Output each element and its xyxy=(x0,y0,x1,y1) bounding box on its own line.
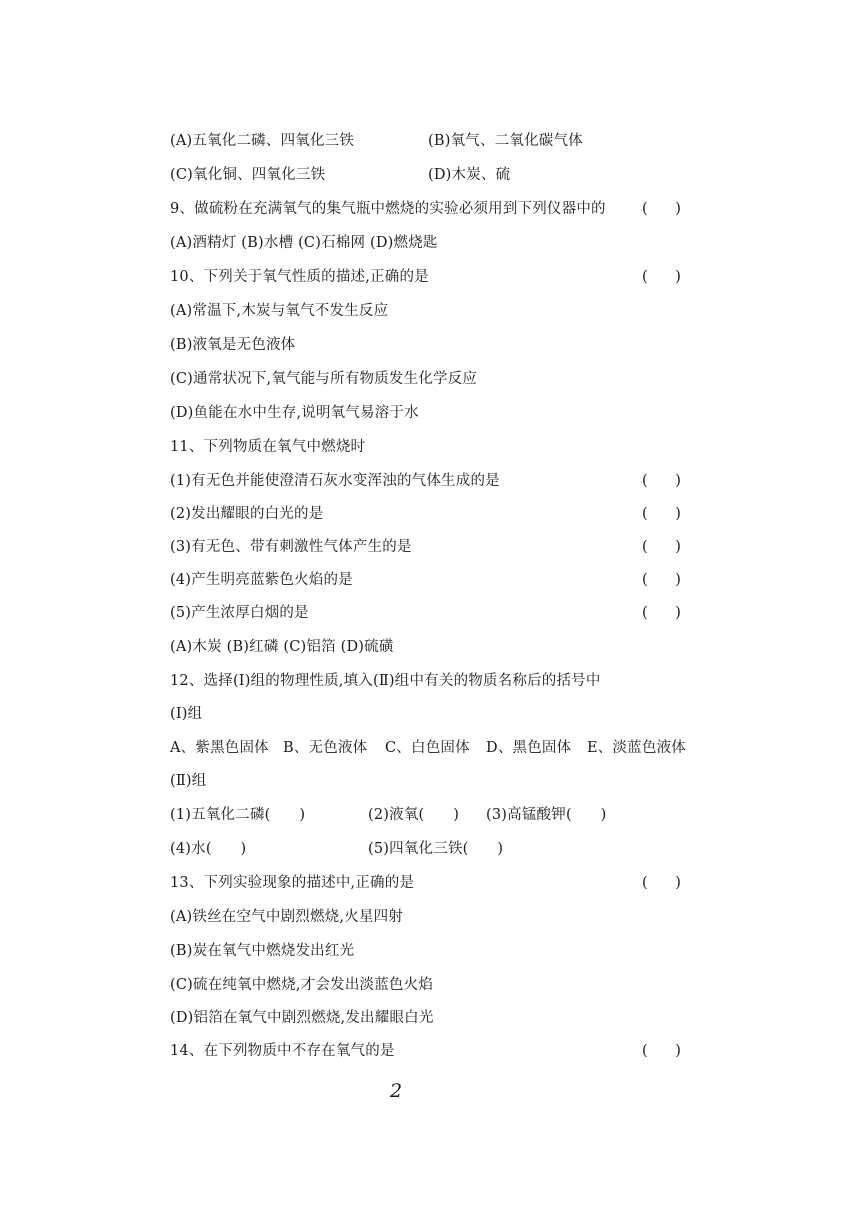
q12-group1-b: B、无色液体 xyxy=(283,740,368,756)
q9-options: (A)酒精灯 (B)水槽 (C)石棉网 (D)燃烧匙 xyxy=(170,235,438,251)
q11-options: (A)木炭 (B)红磷 (C)铝箔 (D)硫磺 xyxy=(170,639,394,655)
q11-item-3-blank[interactable]: ( ) xyxy=(642,539,681,555)
q12-group1-e: E、淡蓝色液体 xyxy=(587,740,686,756)
q10-option-b: (B)液氧是无色液体 xyxy=(170,337,296,353)
q10-answer-blank[interactable]: ( ) xyxy=(642,269,681,285)
q12-group1-label: (Ⅰ)组 xyxy=(170,706,203,722)
q14-answer-blank[interactable]: ( ) xyxy=(642,1043,681,1059)
q10-option-a: (A)常温下,木炭与氧气不发生反应 xyxy=(170,303,389,319)
q8-option-a: (A)五氧化二磷、四氧化三铁 xyxy=(170,133,355,149)
q12-group1-a: A、紫黑色固体 xyxy=(170,740,269,756)
q11-item-2-blank[interactable]: ( ) xyxy=(642,506,681,522)
q12-group1-d: D、黑色固体 xyxy=(486,740,572,756)
q9-stem: 9、做硫粉在充满氧气的集气瓶中燃烧的实验必须用到下列仪器中的 xyxy=(170,201,606,217)
q12-stem: 12、选择(Ⅰ)组的物理性质,填入(Ⅱ)组中有关的物质名称后的括号中 xyxy=(170,673,601,689)
q12-group2-item-5: (5)四氧化三铁( ) xyxy=(368,841,504,857)
q12-group2-item-2: (2)液氧( ) xyxy=(368,807,460,823)
q11-item-5-blank[interactable]: ( ) xyxy=(642,605,681,621)
q8-option-b: (B)氧气、二氧化碳气体 xyxy=(428,133,583,149)
q14-stem: 14、在下列物质中不存在氧气的是 xyxy=(170,1043,395,1059)
q12-group2-item-4: (4)水( ) xyxy=(170,841,247,857)
q11-stem: 11、下列物质在氧气中燃烧时 xyxy=(170,439,366,455)
q10-option-c: (C)通常状况下,氧气能与所有物质发生化学反应 xyxy=(170,371,478,387)
q13-option-b: (B)炭在氧气中燃烧发出红光 xyxy=(170,943,355,959)
q11-item-1: (1)有无色并能使澄清石灰水变浑浊的气体生成的是 xyxy=(170,473,500,489)
q13-option-c: (C)硫在纯氧中燃烧,才会发出淡蓝色火焰 xyxy=(170,977,434,993)
page-number: 2 xyxy=(390,1080,403,1102)
q11-item-2: (2)发出耀眼的白光的是 xyxy=(170,506,324,522)
q12-group2-item-1: (1)五氧化二磷( ) xyxy=(170,807,306,823)
q11-item-3: (3)有无色、带有刺激性气体产生的是 xyxy=(170,539,412,555)
q11-item-4: (4)产生明亮蓝紫色火焰的是 xyxy=(170,572,353,588)
q11-item-4-blank[interactable]: ( ) xyxy=(642,572,681,588)
q12-group2-label: (Ⅱ)组 xyxy=(170,773,207,789)
q12-group2-item-3: (3)高锰酸钾( ) xyxy=(486,807,607,823)
q10-stem: 10、下列关于氧气性质的描述,正确的是 xyxy=(170,269,429,285)
q9-answer-blank[interactable]: ( ) xyxy=(642,201,681,217)
q8-option-d: (D)木炭、硫 xyxy=(428,167,511,183)
q13-stem: 13、下列实验现象的描述中,正确的是 xyxy=(170,875,415,891)
q13-option-d: (D)铝箔在氧气中剧烈燃烧,发出耀眼白光 xyxy=(170,1010,434,1026)
q12-group1-c: C、白色固体 xyxy=(385,740,470,756)
q13-answer-blank[interactable]: ( ) xyxy=(642,875,681,891)
q13-option-a: (A)铁丝在空气中剧烈燃烧,火星四射 xyxy=(170,909,403,925)
q8-option-c: (C)氧化铜、四氧化三铁 xyxy=(170,167,326,183)
q11-item-1-blank[interactable]: ( ) xyxy=(642,473,681,489)
q11-item-5: (5)产生浓厚白烟的是 xyxy=(170,605,309,621)
q10-option-d: (D)鱼能在水中生存,说明氧气易溶于水 xyxy=(170,405,419,421)
